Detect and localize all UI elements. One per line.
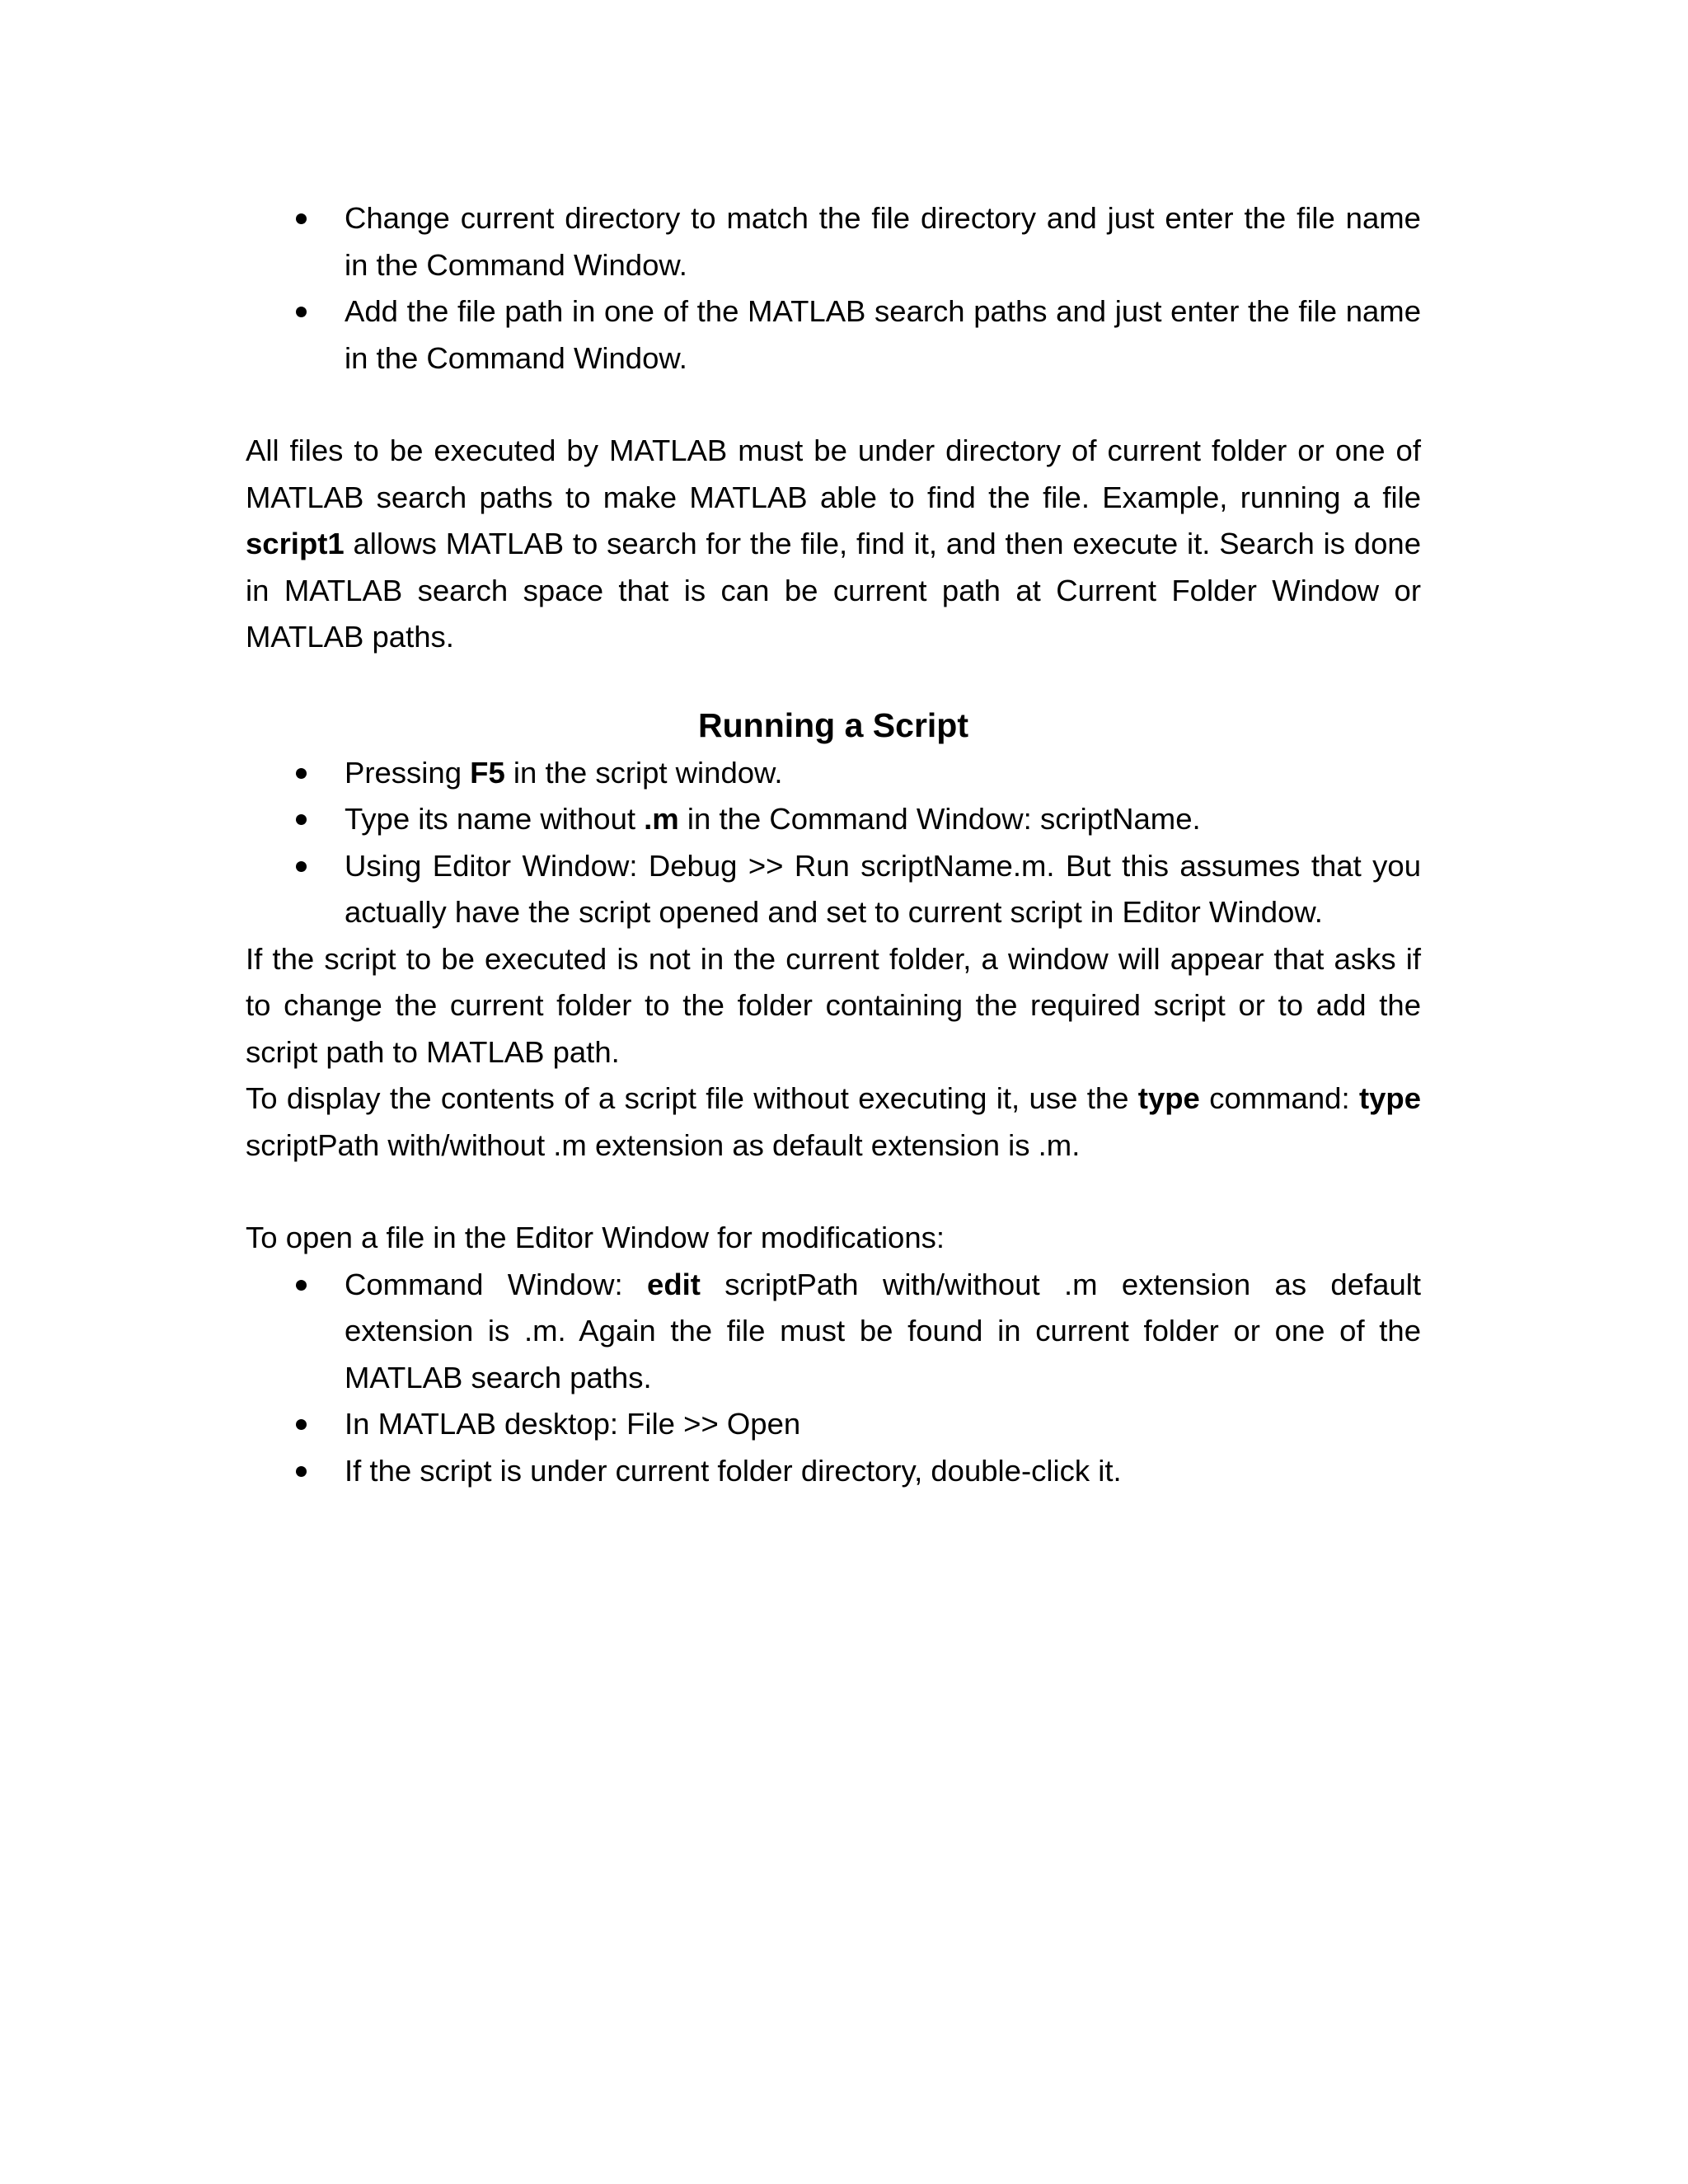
list-item (345, 1448, 1421, 1495)
bold-text: .m (644, 802, 679, 836)
bold-text: type (1358, 1081, 1422, 1115)
run-bullet-list (246, 750, 1421, 936)
list-item (345, 750, 1421, 797)
list-item (345, 1401, 1421, 1448)
paragraph-text: allows MATLAB to search for the file, find it, and then execute it. Search is done in MATLAB search space that is can be current path at Current Folder Window or MATLAB paths. (246, 527, 1421, 654)
document-page (246, 195, 1421, 1494)
list-item-text: Pressing (345, 755, 471, 790)
spacer (246, 661, 1421, 701)
bold-text: type (1137, 1081, 1200, 1115)
paragraph-search-paths (246, 428, 1421, 661)
bold-text: F5 (470, 755, 505, 790)
paragraph-folder-prompt: If the script to be executed is not in the current folder, a window will appear that asks if to change the current folder to the folder containing the required script or to add the script path to MATLAB path. (246, 941, 1421, 1069)
list-item-text: Add the file path in one of the MATLAB search paths and just enter the file name in the Command Window. (345, 294, 1421, 375)
list-item (345, 288, 1421, 382)
list-item-text: in the script window. (504, 755, 783, 790)
list-item (345, 796, 1421, 843)
spacer (246, 382, 1421, 428)
bullet-dot (296, 307, 307, 317)
paragraph-text: To display the contents of a script file without executing it, use the (246, 1081, 1138, 1115)
bullet-dot (296, 1419, 307, 1430)
paragraph-type-command (246, 1076, 1421, 1169)
list-item (345, 1262, 1421, 1402)
list-item-text: scriptPath with/without .m extension as default extension is .m. Again the file must be found in current folder or one of the MATLAB search paths. (345, 1267, 1422, 1394)
paragraph-text: scriptPath with/without .m extension as default extension is .m. (246, 1127, 1081, 1162)
open-bullet-list (246, 1262, 1421, 1495)
bullet-dot (296, 1280, 307, 1291)
list-item-text: Using Editor Window: Debug >> Run scriptName.m. But this assumes that you actually have the script opened and set to current script in Editor Window. (345, 848, 1421, 929)
list-item-text: Type its name without (345, 802, 645, 836)
bold-text: script1 (246, 527, 345, 560)
paragraph-open-file: To open a file in the Editor Window for modifications: (246, 1221, 945, 1254)
spacer (246, 1169, 1421, 1215)
list-item-text: If the script is under current folder directory, double-click it. (345, 1453, 1122, 1488)
list-item-text: In MATLAB desktop: File >> Open (345, 1407, 801, 1441)
bullet-dot (296, 861, 307, 872)
paragraph-text: All files to be executed by MATLAB must be under directory of current folder or one of MATLAB search paths to make MATLAB able to find the file. Example, running a file (246, 434, 1421, 514)
bullet-dot (296, 213, 307, 224)
top-bullet-list (246, 195, 1421, 382)
bullet-dot (296, 768, 307, 779)
list-item-text: Change current directory to match the file directory and just enter the file name in the Command Window. (345, 201, 1421, 282)
bullet-dot (296, 814, 307, 825)
list-item (345, 195, 1421, 288)
list-item-text: Command Window: (345, 1267, 648, 1301)
section-heading: Running a Script (698, 705, 968, 744)
bold-text: edit (647, 1267, 701, 1301)
bullet-dot (296, 1466, 307, 1477)
paragraph-text: command: (1199, 1081, 1359, 1115)
list-item (345, 843, 1421, 936)
list-item-text: in the Command Window: scriptName. (678, 802, 1201, 836)
